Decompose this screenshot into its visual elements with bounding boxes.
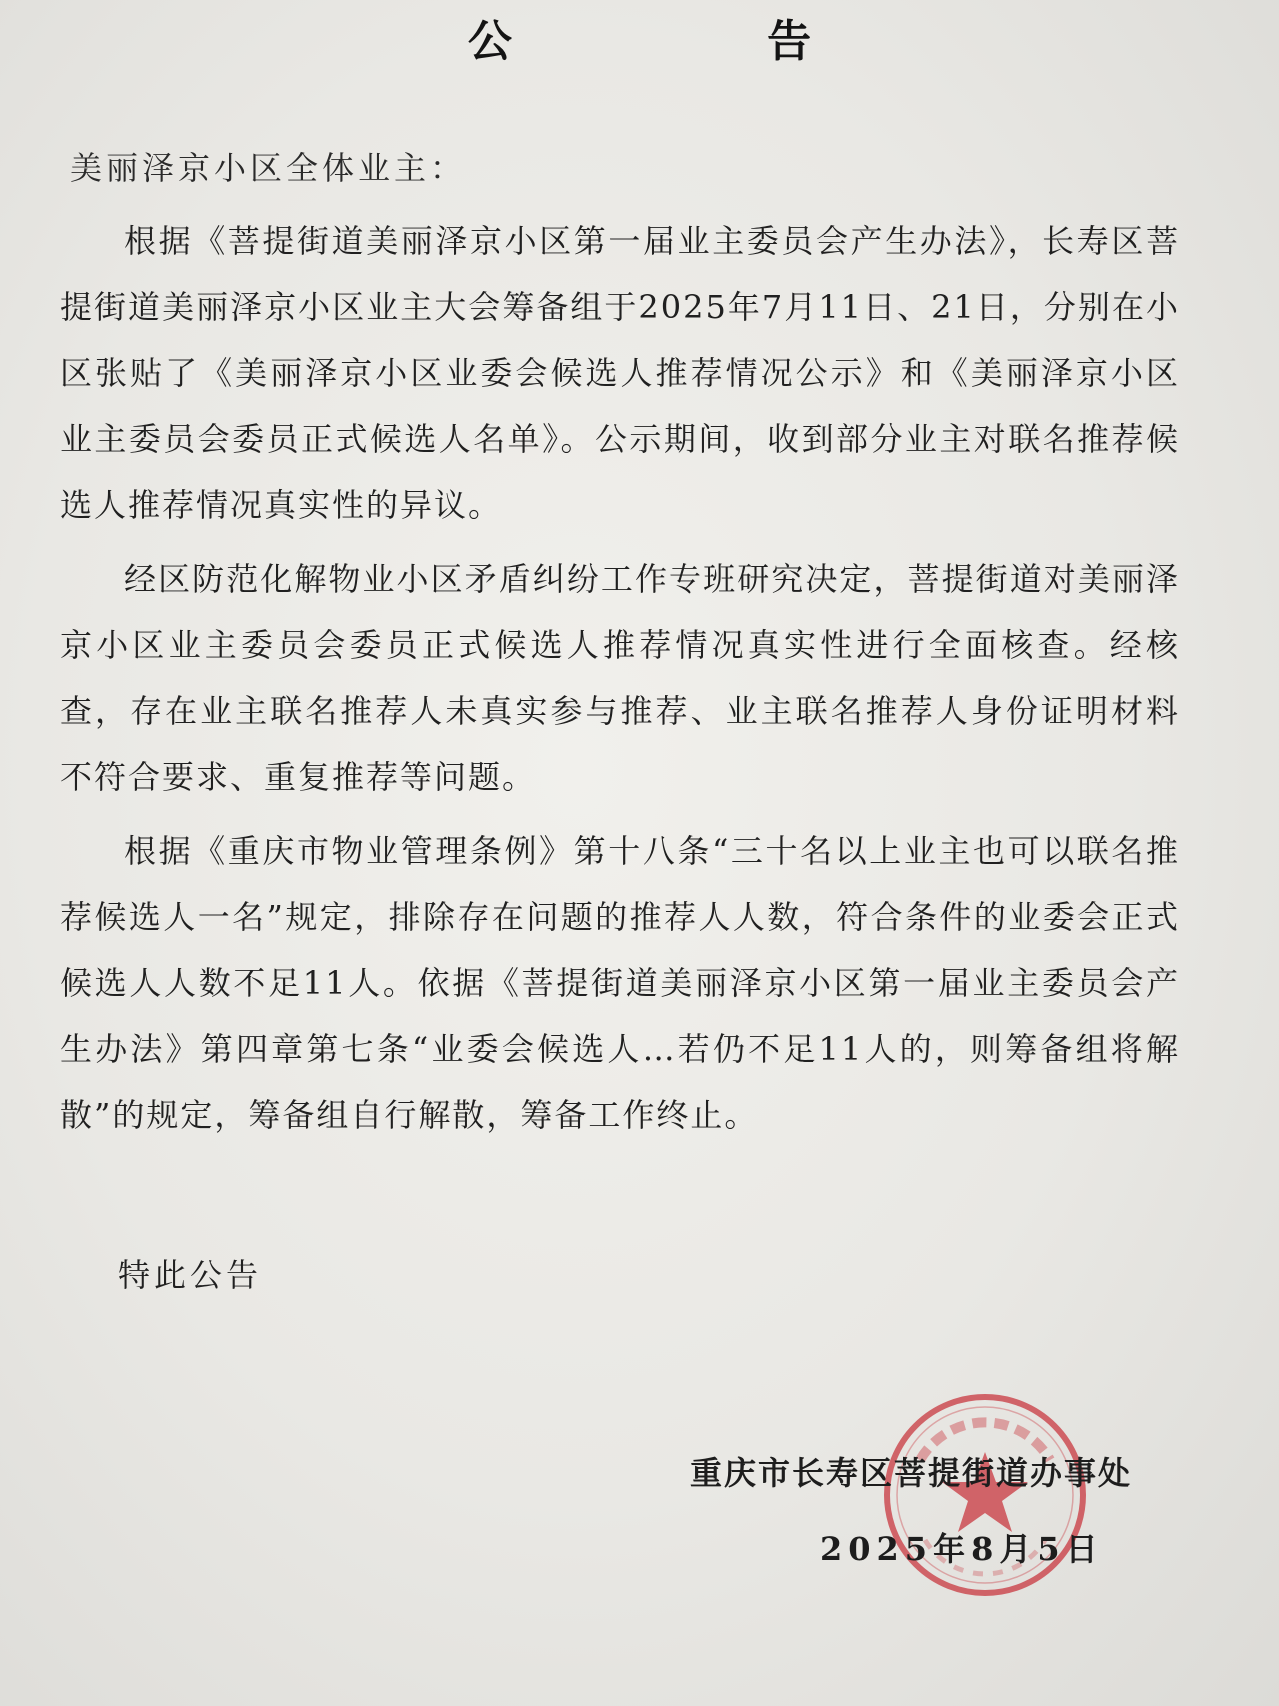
paragraph-1: 根据《菩提街道美丽泽京小区第一届业主委员会产生办法》，长寿区菩提街道美丽泽京小区业主大会筹备组于2025年7月11日、21日，分别在小区张贴了《美丽泽京小区业委会候选人推荐情况公示》和《美丽泽京小区业主委员会委员正式候选人名单》。公示期间，收到部分业主对联名推荐候选人推荐情况真实性的异议。: [60, 222, 1180, 524]
closing-line: 特此公告: [118, 1256, 263, 1294]
document-title: 公 告: [467, 16, 932, 67]
salutation: 美丽泽京小区全体业主：: [70, 149, 467, 187]
paragraph-3: 根据《重庆市物业管理条例》第十八条“三十名以上业主也可以联名推荐候选人一名”规定，排除存在问题的推荐人人数，符合条件的业委会正式候选人人数不足11人。依据《菩提街道美丽泽京小区第一届业主委员会产生办法》第四章第七条“业委会候选人…若仍不足11人的，则筹备组将解散”的规定，筹备组自行解散，筹备工作终止。: [60, 832, 1180, 1134]
document-body: [60, 208, 1180, 1156]
issue-date: 2025年8月5日: [820, 1530, 1104, 1568]
paragraph-2: 经区防范化解物业小区矛盾纠纷工作专班研究决定，菩提街道对美丽泽京小区业主委员会委员正式候选人推荐情况真实性进行全面核查。经核查，存在业主联名推荐人未真实参与推荐、业主联名推荐人身份证明材料不符合要求、重复推荐等问题。: [60, 560, 1180, 796]
issuer-name: 重庆市长寿区菩提街道办事处: [690, 1454, 1133, 1492]
